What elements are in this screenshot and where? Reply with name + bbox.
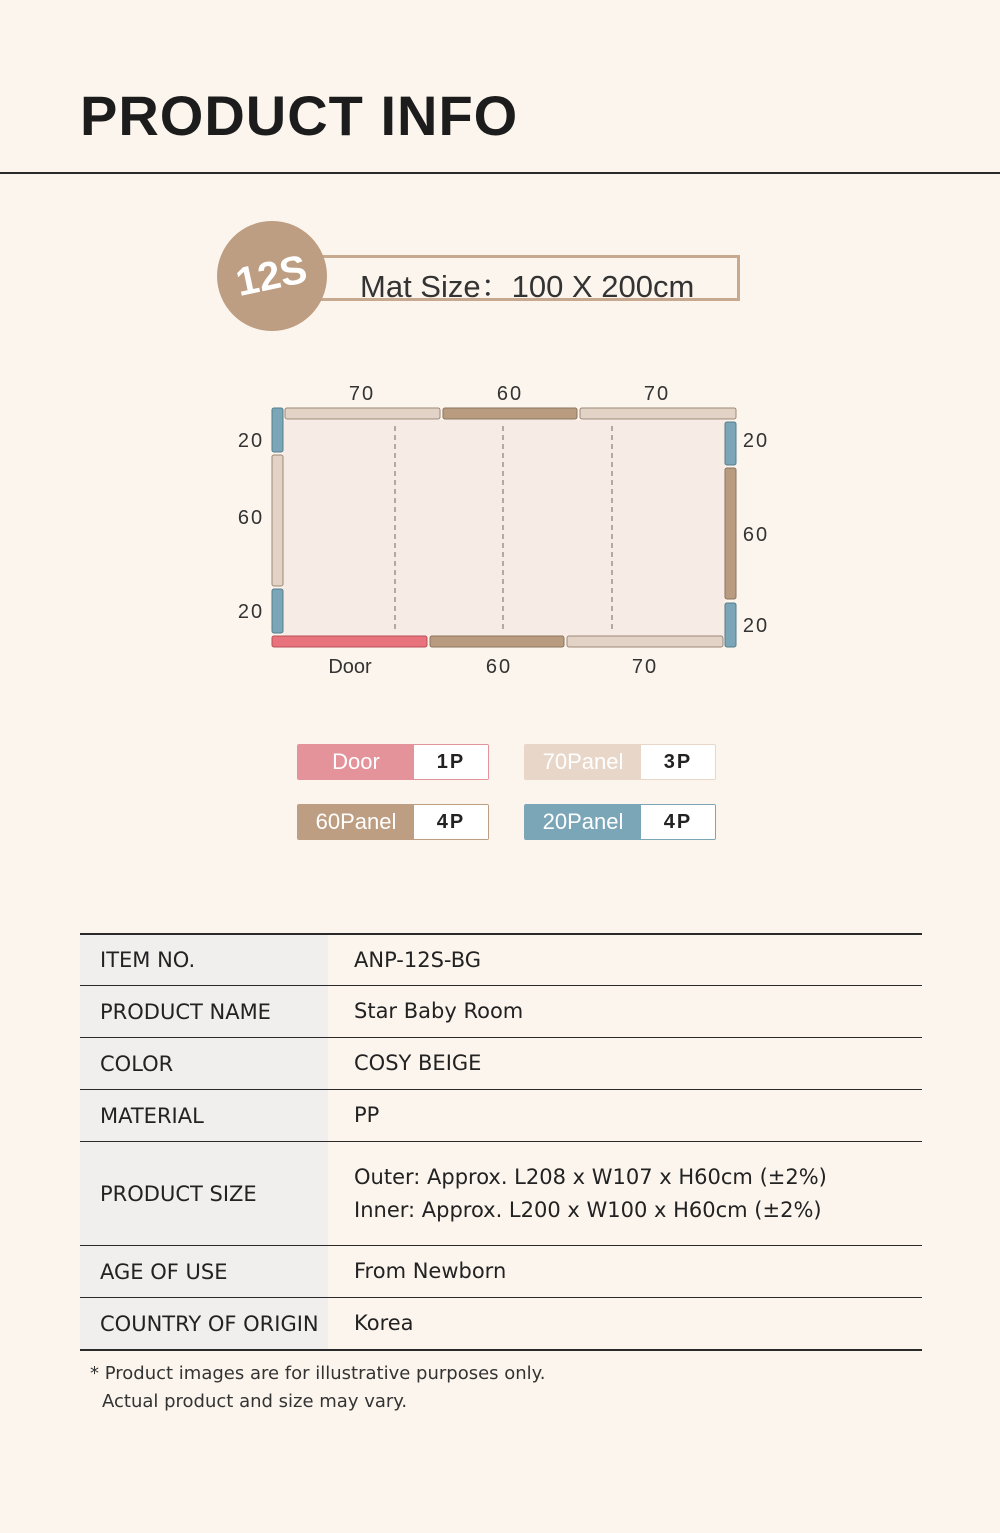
legend-count: 4P xyxy=(414,805,488,839)
spec-value: PP xyxy=(354,1103,380,1127)
disclaimer-note xyxy=(90,1360,546,1416)
top-label: 70 xyxy=(348,383,376,405)
spec-value: COSY BEIGE xyxy=(354,1051,482,1075)
bottom-label: 70 xyxy=(631,656,659,678)
legend-panel-20 xyxy=(524,804,716,840)
left-label: 20 xyxy=(237,601,265,623)
legend-panel-70 xyxy=(524,744,716,780)
panel-60 xyxy=(430,636,564,647)
spec-value: Inner: Approx. L200 x W100 x H60cm (±2%) xyxy=(354,1197,822,1222)
playpen-layout-diagram xyxy=(0,360,1000,700)
spec-key: PRODUCT SIZE xyxy=(80,1142,328,1245)
panel-20 xyxy=(725,422,736,465)
legend-name: 60Panel xyxy=(298,805,414,839)
bottom-label: 60 xyxy=(485,656,513,678)
door-panel xyxy=(272,636,427,647)
right-label: 20 xyxy=(742,615,770,637)
spec-row-color xyxy=(80,1038,922,1090)
panel-60 xyxy=(443,408,577,419)
spec-value: From Newborn xyxy=(354,1259,507,1283)
panel-20 xyxy=(725,603,736,647)
left-label: 60 xyxy=(237,507,265,529)
legend-name: Door xyxy=(298,745,414,779)
spec-row-item-no xyxy=(80,935,922,986)
spec-value: Korea xyxy=(354,1311,414,1335)
spec-row-material xyxy=(80,1090,922,1142)
mat-size-label: Mat Size：100 X 200cm xyxy=(360,269,695,304)
panel-70 xyxy=(567,636,723,647)
model-badge xyxy=(217,221,327,331)
spec-key: PRODUCT NAME xyxy=(80,986,328,1037)
legend-door xyxy=(297,744,489,780)
disclaimer-line: Actual product and size may vary. xyxy=(102,1391,408,1412)
spec-key: MATERIAL xyxy=(80,1090,328,1141)
disclaimer-line: * Product images are for illustrative purposes only. xyxy=(90,1363,546,1384)
legend-name: 20Panel xyxy=(525,805,641,839)
header-divider xyxy=(0,172,1000,174)
left-label: 20 xyxy=(237,430,265,452)
panel-20 xyxy=(272,408,283,452)
page-title: PRODUCT INFO xyxy=(80,84,519,147)
bottom-label: Door xyxy=(328,656,372,678)
spec-key: COLOR xyxy=(80,1038,328,1089)
legend-count: 4P xyxy=(641,805,715,839)
right-label: 60 xyxy=(742,524,770,546)
top-label: 70 xyxy=(643,383,671,405)
legend-count: 1P xyxy=(414,745,488,779)
legend-panel-60 xyxy=(297,804,489,840)
right-label: 20 xyxy=(742,430,770,452)
panel-70 xyxy=(580,408,736,419)
spec-row-product-size xyxy=(80,1142,922,1246)
mat-area xyxy=(283,420,725,636)
mat-size-box xyxy=(300,255,740,304)
spec-value: ANP-12S-BG xyxy=(354,947,482,972)
spec-row-age-of-use xyxy=(80,1246,922,1298)
legend-count: 3P xyxy=(641,745,715,779)
legend-name: 70Panel xyxy=(525,745,641,779)
spec-table xyxy=(80,935,922,1351)
spec-key: ITEM NO. xyxy=(80,935,328,985)
spec-row-product-name xyxy=(80,986,922,1038)
spec-value: Star Baby Room xyxy=(354,999,524,1023)
panel-70 xyxy=(285,408,440,419)
spec-key: AGE OF USE xyxy=(80,1246,328,1297)
spec-row-country-of-origin xyxy=(80,1298,922,1351)
spec-value: Outer: Approx. L208 x W107 x H60cm (±2%) xyxy=(354,1164,827,1189)
top-label: 60 xyxy=(496,383,524,405)
panel-60 xyxy=(725,468,736,599)
model-label: 12S xyxy=(232,246,312,305)
spec-key: COUNTRY OF ORIGIN xyxy=(80,1298,328,1349)
panel-20 xyxy=(272,589,283,633)
panel-60 xyxy=(272,455,283,586)
